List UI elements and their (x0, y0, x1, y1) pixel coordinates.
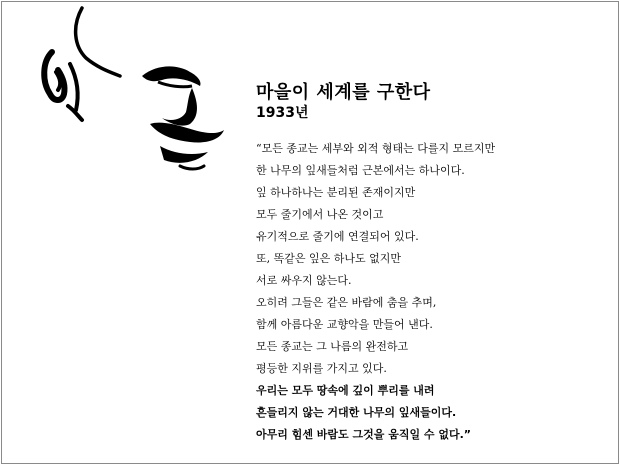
gandhi-portrait-silhouette-icon (12, 6, 252, 176)
poem-line: 모두 줄기에서 나온 것이고 (256, 208, 384, 221)
poem-line: 평등한 지위를 가지고 있다. (256, 362, 387, 375)
poem-line: 또, 똑같은 잎은 하나도 없지만 (256, 252, 401, 265)
year-label: 1933년 (256, 105, 309, 121)
poem-line: 유기적으로 줄기에 연결되어 있다. (256, 230, 419, 243)
poem-line: 잎 하나하나는 분리된 존재이지만 (256, 186, 416, 199)
poem-line: 오히려 그들은 같은 바람에 춤을 추며, (256, 296, 437, 309)
poem-line: 모든 종교는 그 나름의 완전하고 (256, 340, 409, 353)
slide (1, 1, 619, 464)
poem-line-bold: 흔들리지 않는 거대한 나무의 잎새들이다. (256, 406, 457, 419)
poem-line: 한 나무의 잎새들처럼 근본에서는 하나이다. (256, 164, 465, 177)
poem-line: 함께 아름다운 교향악을 만들어 낸다. (256, 318, 433, 331)
poem-line: 서로 싸우지 않는다. (256, 274, 352, 287)
poem-line: “모든 종교는 세부와 외적 형태는 다를지 모르지만 (256, 142, 496, 155)
poem-line-bold: 아무리 힘센 바람도 그것을 움직일 수 없다.” (256, 428, 472, 441)
poem-text (256, 138, 495, 446)
page-title: 마을이 세계를 구한다 (256, 82, 431, 103)
poem-line-bold: 우리는 모두 땅속에 깊이 뿌리를 내려 (256, 384, 435, 397)
